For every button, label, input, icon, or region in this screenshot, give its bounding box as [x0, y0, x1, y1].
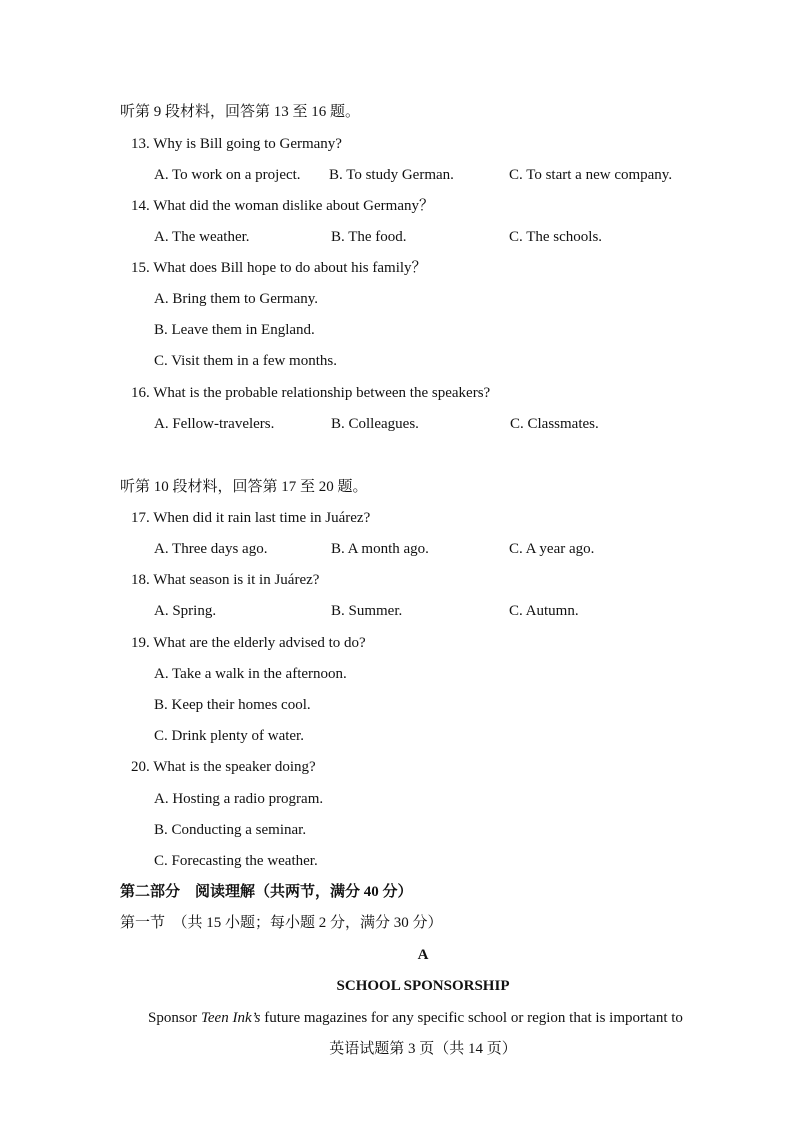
q18-option-b: B. Summer. — [331, 603, 403, 619]
page-footer: 英语试题第 3 页（共 14 页） — [329, 1041, 517, 1057]
question-13-options — [154, 166, 754, 184]
passage-first-line — [148, 1009, 683, 1027]
section-9-heading: 听第 9 段材料，回答第 13 至 16 题。 — [120, 104, 361, 120]
question-17-options — [154, 540, 754, 558]
question-19: 19. What are the elderly advised to do? — [131, 635, 366, 651]
q13-option-c: C. To start a new company. — [509, 167, 673, 183]
question-15: 15. What does Bill hope to do about his family？ — [131, 260, 427, 276]
question-20: 20. What is the speaker doing? — [131, 759, 316, 775]
q15-option-c: C. Visit them in a few months. — [154, 353, 337, 369]
question-18-options — [154, 602, 754, 620]
q17-option-c: C. A year ago. — [509, 541, 595, 557]
passage-text-rest: future magazines for any specific school or region that is important to — [260, 1010, 683, 1026]
question-18: 18. What season is it in Juárez? — [131, 572, 320, 588]
q18-option-a: A. Spring. — [154, 603, 217, 619]
q19-option-b: B. Keep their homes cool. — [154, 697, 311, 713]
q18-option-c: C. Autumn. — [509, 603, 579, 619]
section-10-heading: 听第 10 段材料，回答第 17 至 20 题。 — [120, 479, 368, 495]
q19-option-c: C. Drink plenty of water. — [154, 728, 304, 744]
q13-option-b: B. To study German. — [329, 167, 454, 183]
question-14: 14. What did the woman dislike about Germany？ — [131, 198, 434, 214]
passage-text-start: Sponsor — [148, 1010, 201, 1026]
q15-option-a: A. Bring them to Germany. — [154, 291, 318, 307]
q20-option-a: A. Hosting a radio program. — [154, 791, 324, 807]
q16-option-b: B. Colleagues. — [331, 416, 419, 432]
q20-option-b: B. Conducting a seminar. — [154, 822, 307, 838]
q17-option-a: A. Three days ago. — [154, 541, 268, 557]
q19-option-a: A. Take a walk in the afternoon. — [154, 666, 347, 682]
q14-option-a: A. The weather. — [154, 229, 250, 245]
part-2-heading: 第二部分 阅读理解（共两节，满分 40 分） — [120, 884, 413, 900]
q14-option-b: B. The food. — [331, 229, 407, 245]
question-16-options — [154, 415, 754, 433]
section-1-heading: 第一节 （共 15 小题；每小题 2 分，满分 30 分） — [120, 915, 443, 931]
passage-title: SCHOOL SPONSORSHIP — [336, 978, 510, 994]
q17-option-b: B. A month ago. — [331, 541, 429, 557]
q16-option-a: A. Fellow-travelers. — [154, 416, 275, 432]
passage-letter: A — [417, 947, 429, 963]
question-14-options — [154, 228, 754, 246]
question-16: 16. What is the probable relationship between the speakers? — [131, 385, 491, 401]
q14-option-c: C. The schools. — [509, 229, 603, 245]
q16-option-c: C. Classmates. — [510, 416, 599, 432]
q13-option-a: A. To work on a project. — [154, 167, 301, 183]
magazine-name: Teen Ink’s — [200, 1010, 261, 1026]
question-17: 17. When did it rain last time in Juárez? — [131, 510, 371, 526]
q20-option-c: C. Forecasting the weather. — [154, 853, 318, 869]
q15-option-b: B. Leave them in England. — [154, 322, 315, 338]
question-13: 13. Why is Bill going to Germany? — [131, 136, 342, 152]
